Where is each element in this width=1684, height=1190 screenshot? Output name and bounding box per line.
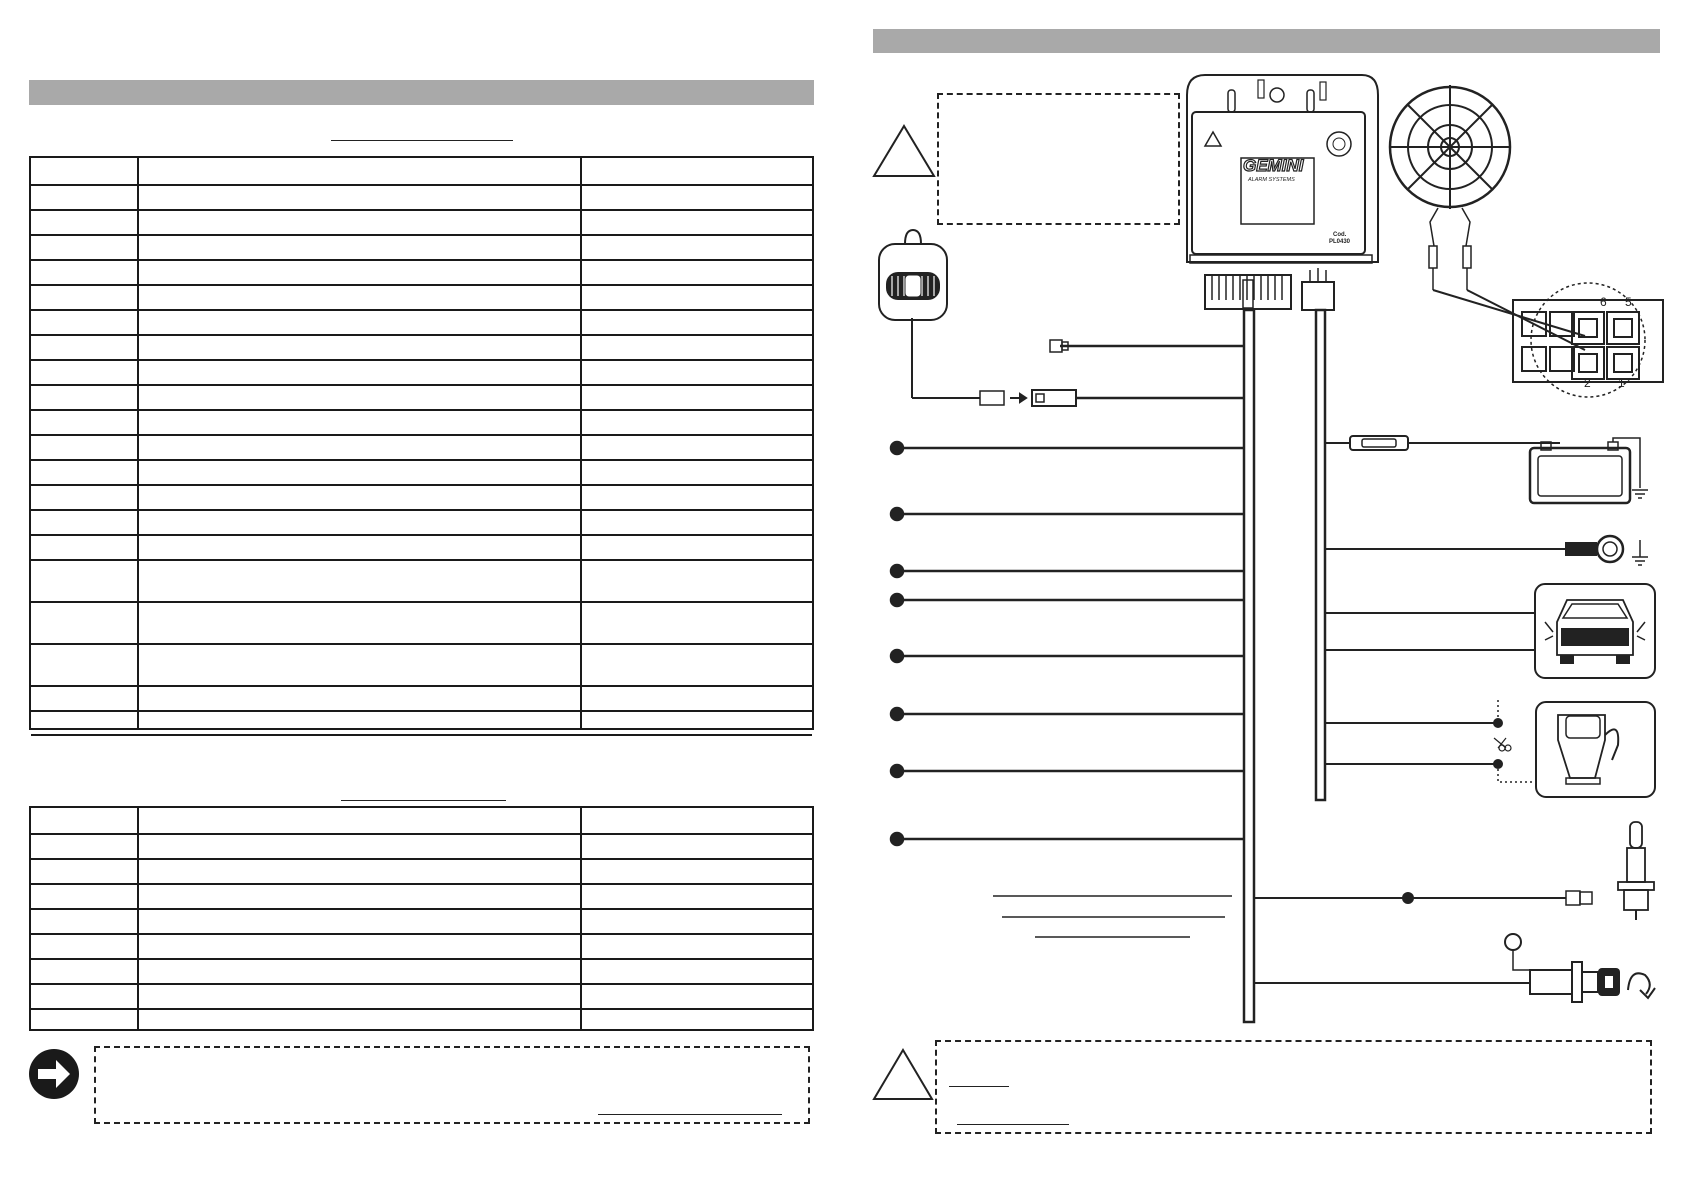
connector-pin-cell [1607, 312, 1639, 344]
table-row [31, 883, 812, 908]
table-cell [580, 486, 812, 509]
table-row [31, 259, 812, 284]
table-cell [580, 561, 812, 601]
table-cell [580, 687, 812, 710]
right-header-bar [873, 29, 1660, 53]
table-cell [31, 736, 137, 744]
table-row [31, 359, 812, 384]
connector-pin-cell [1607, 347, 1639, 379]
table-row [31, 434, 812, 459]
connector-pin-inner [1614, 319, 1632, 337]
table-cell [31, 603, 137, 643]
note-box [94, 1046, 810, 1124]
warning-triangle-icon [874, 1050, 932, 1099]
wire-end-dot [891, 594, 903, 606]
table-cell [137, 486, 580, 509]
table-cell [31, 411, 137, 434]
table-row [31, 459, 812, 484]
warning-triangle-icon [874, 126, 934, 176]
table-cell [580, 236, 812, 259]
table-cell [580, 211, 812, 234]
table-cell [580, 910, 812, 933]
table-cell [31, 985, 137, 1008]
table-cell [137, 910, 580, 933]
table-cell [580, 336, 812, 359]
table-cell [137, 158, 580, 184]
table-cell [31, 835, 137, 858]
table-row [31, 1008, 812, 1029]
table-row [31, 734, 812, 744]
table-cell [137, 436, 580, 459]
table-cell [580, 158, 812, 184]
table-cell [580, 835, 812, 858]
table-column-divider [137, 808, 139, 1029]
table-row [31, 908, 812, 933]
table-cell [31, 960, 137, 983]
table-cell [31, 910, 137, 933]
table-cell [580, 361, 812, 384]
table2-title-underline [341, 800, 506, 801]
table-cell [137, 411, 580, 434]
table-column-divider [580, 158, 582, 728]
table-row [31, 334, 812, 359]
fuel-pump-icon [1325, 700, 1655, 797]
table-cell [137, 311, 580, 334]
table-cell [137, 286, 580, 309]
ground-icon [1632, 490, 1648, 498]
table-cell [137, 645, 580, 685]
table-row [31, 184, 812, 209]
table-cell [137, 1010, 580, 1029]
table-cell [580, 1010, 812, 1029]
table-cell [137, 985, 580, 1008]
module-code: PL0430 [1329, 239, 1351, 245]
table-cell [31, 211, 137, 234]
table-row [31, 484, 812, 509]
alarm-module [1187, 75, 1378, 263]
ground-terminal [1325, 536, 1640, 562]
table-cell [137, 712, 580, 734]
main-harness-cable [1244, 310, 1254, 1022]
table-cell [580, 461, 812, 484]
table-cell [31, 336, 137, 359]
wire-end-dot [891, 765, 903, 777]
ground-icon [1632, 557, 1648, 565]
wire-end-dot [891, 565, 903, 577]
table-cell [580, 536, 812, 559]
table-cell [137, 561, 580, 601]
table-cell [580, 985, 812, 1008]
table-row [31, 958, 812, 983]
pin-label-2: 2 [1584, 376, 1591, 390]
table-cell [137, 935, 580, 958]
table-cell [137, 808, 580, 833]
wire-end-dot [891, 833, 903, 845]
table-cell [580, 436, 812, 459]
table-row [31, 833, 812, 858]
table-cell [31, 286, 137, 309]
table-cell [580, 386, 812, 409]
module-code-label: Cod. [1333, 232, 1347, 238]
table-row [31, 384, 812, 409]
siren-icon [879, 230, 947, 320]
warning-box-bottom [935, 1040, 1652, 1134]
connector-pin-inner [1614, 354, 1632, 372]
table-row [31, 534, 812, 559]
wire-end-dot [891, 708, 903, 720]
connector-pin-inner [1579, 354, 1597, 372]
table-row [31, 509, 812, 534]
table-cell [137, 261, 580, 284]
table-cell [31, 311, 137, 334]
pin-label-6: 6 [1600, 295, 1607, 309]
table-cell [137, 687, 580, 710]
table-row [31, 983, 812, 1008]
aux-connector [1050, 340, 1244, 352]
table-cell [31, 436, 137, 459]
six-pin-connector [1513, 283, 1663, 397]
table-row [31, 284, 812, 309]
table-cell [580, 311, 812, 334]
table-column-divider [137, 158, 139, 728]
table-cell [580, 645, 812, 685]
module-subtitle: ALARM SYSTEMS [1248, 177, 1295, 183]
connector-pin-inner [1579, 319, 1597, 337]
connector-pin-cell [1550, 347, 1574, 371]
module-brand: GEMINI [1243, 156, 1304, 175]
warning-bottom-underline-2 [957, 1124, 1069, 1125]
fuse-icon [1325, 436, 1560, 450]
pin-label-1: 1 [1618, 376, 1625, 390]
table-cell [580, 411, 812, 434]
table-row [31, 409, 812, 434]
table-cell [31, 561, 137, 601]
table-cell [137, 361, 580, 384]
table-cell [580, 186, 812, 209]
table-cell [31, 486, 137, 509]
led-icon [1254, 822, 1654, 920]
table-cell [31, 158, 137, 184]
table-cell [137, 960, 580, 983]
table1-title-underline [331, 140, 513, 141]
table-cell [31, 261, 137, 284]
table-row [31, 685, 812, 710]
table-row [31, 158, 812, 184]
table-cell [580, 286, 812, 309]
table-row [31, 234, 812, 259]
table-cell [31, 361, 137, 384]
remote-connector [912, 318, 1244, 406]
table-row [31, 858, 812, 883]
wire-end-dot [891, 650, 903, 662]
table-cell [31, 885, 137, 908]
table-cell [31, 1010, 137, 1029]
table-cell [137, 885, 580, 908]
table-cell [580, 808, 812, 833]
note-link[interactable] [598, 1098, 782, 1115]
table-cell [31, 536, 137, 559]
table-cell [137, 603, 580, 643]
wiring-table-2 [29, 806, 814, 1031]
table-row [31, 559, 812, 601]
table-cell [31, 386, 137, 409]
table-cell [580, 511, 812, 534]
scissors-icon [1494, 738, 1511, 751]
table-cell [580, 860, 812, 883]
table-cell [137, 386, 580, 409]
table-cell [137, 536, 580, 559]
table-row [31, 209, 812, 234]
table-cell [580, 885, 812, 908]
left-header-bar [29, 80, 814, 105]
table-cell [580, 960, 812, 983]
table-cell [31, 687, 137, 710]
wire-end-dot [891, 508, 903, 520]
table-row [31, 601, 812, 643]
table-cell [137, 236, 580, 259]
table-cell [31, 645, 137, 685]
table-cell [31, 860, 137, 883]
connector-pin-cell [1550, 312, 1574, 336]
table-row [31, 808, 812, 833]
connector-pin-cell [1522, 347, 1546, 371]
warning-box-top [937, 93, 1180, 225]
table-cell [31, 712, 137, 734]
table-cell [31, 461, 137, 484]
table-cell [137, 461, 580, 484]
key-switch-icon [1254, 934, 1655, 1002]
connector-pin-cell [1572, 312, 1604, 344]
secondary-harness-cable [1316, 310, 1325, 800]
pin-label-5: 5 [1625, 295, 1632, 309]
secondary-harness-connector [1302, 268, 1334, 310]
table-row [31, 309, 812, 334]
table-cell [580, 261, 812, 284]
main-harness-connector [1205, 275, 1291, 309]
table-row [31, 933, 812, 958]
wiring-table-1 [29, 156, 814, 730]
speaker-icon [1390, 85, 1585, 350]
table-cell [137, 835, 580, 858]
wire-end-dot [891, 442, 903, 454]
table-cell [31, 511, 137, 534]
battery-icon [1530, 438, 1640, 503]
table-cell [137, 511, 580, 534]
table-cell [137, 336, 580, 359]
car-icon [1325, 584, 1655, 678]
connector-pin-cell [1572, 347, 1604, 379]
table-cell [137, 211, 580, 234]
table-cell [580, 603, 812, 643]
table-row [31, 710, 812, 734]
table-cell [580, 736, 812, 744]
table-row [31, 643, 812, 685]
table-cell [580, 935, 812, 958]
table-cell [137, 736, 580, 744]
table-cell [31, 236, 137, 259]
arrow-right-circle-icon [28, 1048, 80, 1100]
table-cell [31, 808, 137, 833]
table-cell [31, 935, 137, 958]
table-cell [580, 712, 812, 734]
connector-pin-cell [1522, 312, 1546, 336]
table-cell [137, 860, 580, 883]
table-cell [137, 186, 580, 209]
table-cell [31, 186, 137, 209]
connector-latch [1243, 280, 1253, 308]
table-column-divider [580, 808, 582, 1029]
warning-bottom-underline-1 [949, 1086, 1009, 1087]
